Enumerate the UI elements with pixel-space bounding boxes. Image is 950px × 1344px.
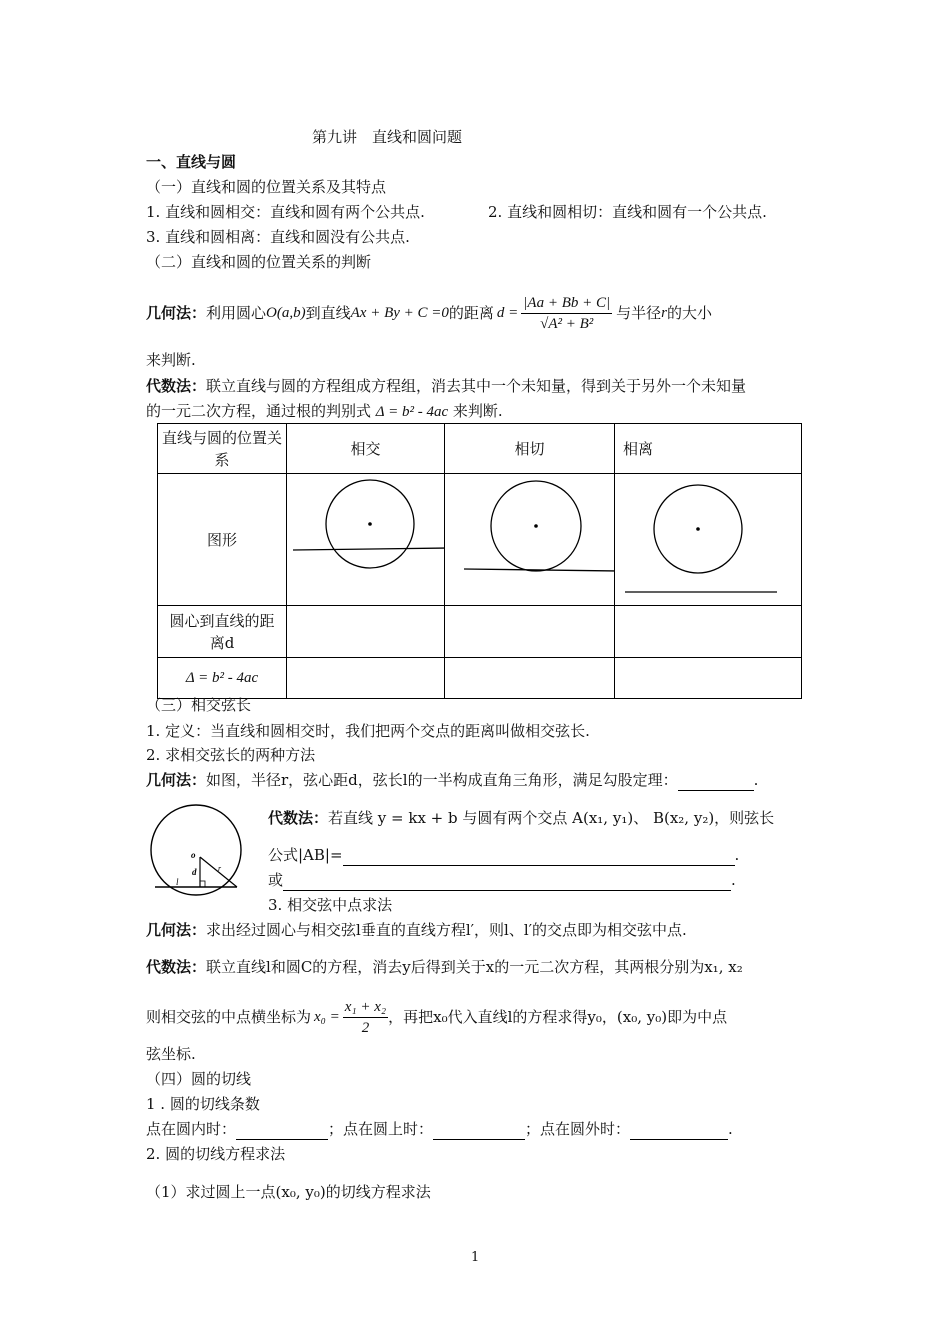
geometric-label: 几何法： [146, 304, 207, 322]
geo-text-b: 到直线 [305, 304, 351, 322]
figure-intersect [287, 474, 444, 599]
table-cell-empty [287, 658, 445, 699]
alg3-text-b: 则相交弦的中点横坐标为 [146, 1008, 312, 1026]
geo3-text: 求出经过圆心与相交弦l垂直的直线方程l′，则l、l′的交点即为相交弦中点. [206, 921, 687, 939]
alg-text-b: 的一元二次方程，通过根的判别式 [146, 402, 372, 420]
alg3-text: 联立直线l和圆C的方程，消去y后得到关于x的一元二次方程，其两根分别为x₁, x₂ [206, 958, 743, 976]
subheading-1: （一）直线和圆的位置关系及其特点 [146, 178, 387, 196]
table-row-discriminant-label: Δ = b² - 4ac [158, 658, 287, 699]
geometric-label-2: 几何法： [146, 771, 207, 789]
tangent-outside-blank[interactable] [630, 1119, 728, 1140]
algebraic-line-1 [146, 376, 746, 396]
figure-separate-cell [615, 474, 802, 606]
figure-tangent [445, 474, 614, 599]
table-cell-empty [445, 606, 615, 658]
tangent-equation-heading: 2. 圆的切线方程求法 [146, 1145, 286, 1163]
tangent-count-heading: 1 . 圆的切线条数 [146, 1095, 260, 1113]
midpoint-numerator: x₁ + x₂ [343, 997, 388, 1018]
formula-blank[interactable] [343, 845, 735, 866]
relation-2: 2. 直线和圆相切：直线和圆有一个公共点. [488, 203, 767, 221]
algebraic-label-3: 代数法： [146, 958, 207, 976]
algebraic-label: 代数法： [146, 377, 207, 395]
table-header-intersect: 相交 [287, 424, 445, 474]
geo2-text: 如图，半径r，弦心距d，弦长l的一半构成直角三角形，满足勾股定理： [206, 771, 678, 789]
midpoint-heading: 3. 相交弦中点求法 [268, 896, 393, 914]
geometric-chord-line: 几何法：如图，半径r，弦心距d，弦长l的一半构成直角三角形，满足勾股定理： . [146, 771, 759, 789]
tangent-inside-blank[interactable] [236, 1119, 328, 1140]
subheading-4: （四）圆的切线 [146, 1070, 252, 1088]
geo-text-e: 与半径 [616, 304, 662, 322]
distance-fraction [521, 293, 612, 334]
chord-two-methods: 2. 求相交弦长的两种方法 [146, 746, 316, 764]
geometric-label-3: 几何法： [146, 921, 207, 939]
chord-formula-line: 公式|AB|= . [268, 846, 740, 864]
tangent-method-1: （1）求过圆上一点(x₀, y₀)的切线方程求法 [146, 1183, 431, 1201]
discriminant: Δ = b² - 4ac [375, 404, 449, 420]
table-header-relation: 直线与圆的位置关系 [158, 424, 287, 474]
algebraic-midpoint-line [146, 957, 743, 977]
alg3-text-d: 弦坐标. [146, 1045, 196, 1063]
geo-line-eq: Ax + By + C =0 [350, 305, 449, 321]
figure-label-d: d [192, 867, 197, 877]
page-title: 第九讲 直线和圆问题 [312, 128, 463, 146]
table-cell-empty [445, 658, 615, 699]
relation-table [157, 423, 802, 699]
tangent-count-line [146, 1119, 733, 1140]
answer-blank[interactable] [678, 770, 754, 791]
page-number: 1 [471, 1250, 480, 1265]
table-cell-empty [615, 658, 802, 699]
fraction-numerator: |Aa + Bb + C| [521, 293, 612, 314]
midpoint-denominator: 2 [361, 1019, 370, 1036]
section-heading: 一、直线与圆 [146, 153, 237, 171]
table-row-distance-label: 圆心到直线的距离d [158, 606, 287, 658]
geo-center: O(a,b) [266, 305, 306, 321]
table-header-separate: 相离 [615, 424, 802, 474]
alg-text-a: 联立直线与圆的方程组成方程组，消去其中一个未知量，得到关于另外一个未知量 [206, 377, 747, 395]
algebraic-chord-line [268, 808, 774, 828]
tangent-on-blank[interactable] [433, 1119, 525, 1140]
chord-formula: 公式|AB|= [268, 846, 343, 864]
chord-or-line: 或 . [268, 871, 736, 889]
geo-text-g: 来判断. [146, 351, 196, 369]
geometric-midpoint-line [146, 920, 687, 940]
figure-tangent-cell [445, 474, 615, 606]
alg2-text: 若直线 y = kx + b 与圆有两个交点 A(x₁, y₁)、 B(x₂, y₂)，则弦长 [328, 809, 775, 827]
figure-label-l: l [176, 877, 179, 887]
chord-figure [148, 800, 248, 900]
figure-label-r: r [218, 864, 222, 873]
tangent-inside-label: 点在圆内时： [146, 1120, 237, 1138]
formula-blank-2[interactable] [283, 870, 731, 891]
figure-label-o: o [191, 850, 196, 860]
geo-text-f: 的大小 [666, 304, 712, 322]
tangent-end: . [728, 1120, 733, 1138]
midpoint-formula-line [146, 993, 727, 1041]
alg3-x0: x₀ = [314, 1009, 340, 1025]
tangent-outside-label: ；点在圆外时： [525, 1120, 631, 1138]
figure-intersect-cell [287, 474, 445, 606]
chord-or: 或 [268, 871, 284, 889]
subheading-2: （二）直线和圆的位置关系的判断 [146, 253, 372, 271]
tangent-on-label: ；点在圆上时： [328, 1120, 434, 1138]
geometric-method-line [146, 288, 712, 338]
relation-1: 1. 直线和圆相交：直线和圆有两个公共点. [146, 203, 425, 221]
table-cell-empty [287, 606, 445, 658]
geo-d: d = [496, 305, 519, 321]
figure-separate [615, 474, 801, 599]
algebraic-line-2 [146, 401, 503, 422]
fraction-denominator: √A² + B² [540, 315, 594, 332]
table-cell-empty [615, 606, 802, 658]
alg3-text-c: ，再把x₀代入直线l的方程求得y₀，(x₀, y₀)即为中点 [388, 1008, 728, 1026]
geo-text-c: 的距离 [448, 304, 494, 322]
geo-text-a: 利用圆心 [206, 304, 267, 322]
chord-definition: 1. 定义：当直线和圆相交时，我们把两个交点的距离叫做相交弦长. [146, 722, 590, 740]
relation-3: 3. 直线和圆相离：直线和圆没有公共点. [146, 228, 410, 246]
midpoint-fraction [343, 997, 388, 1038]
algebraic-label-2: 代数法： [268, 809, 329, 827]
subheading-3: （三）相交弦长 [146, 696, 252, 714]
table-header-tangent: 相切 [445, 424, 615, 474]
table-row-figure-label: 图形 [158, 474, 287, 606]
geo-radius: r [661, 305, 667, 321]
alg-text-c: 来判断. [452, 402, 503, 420]
